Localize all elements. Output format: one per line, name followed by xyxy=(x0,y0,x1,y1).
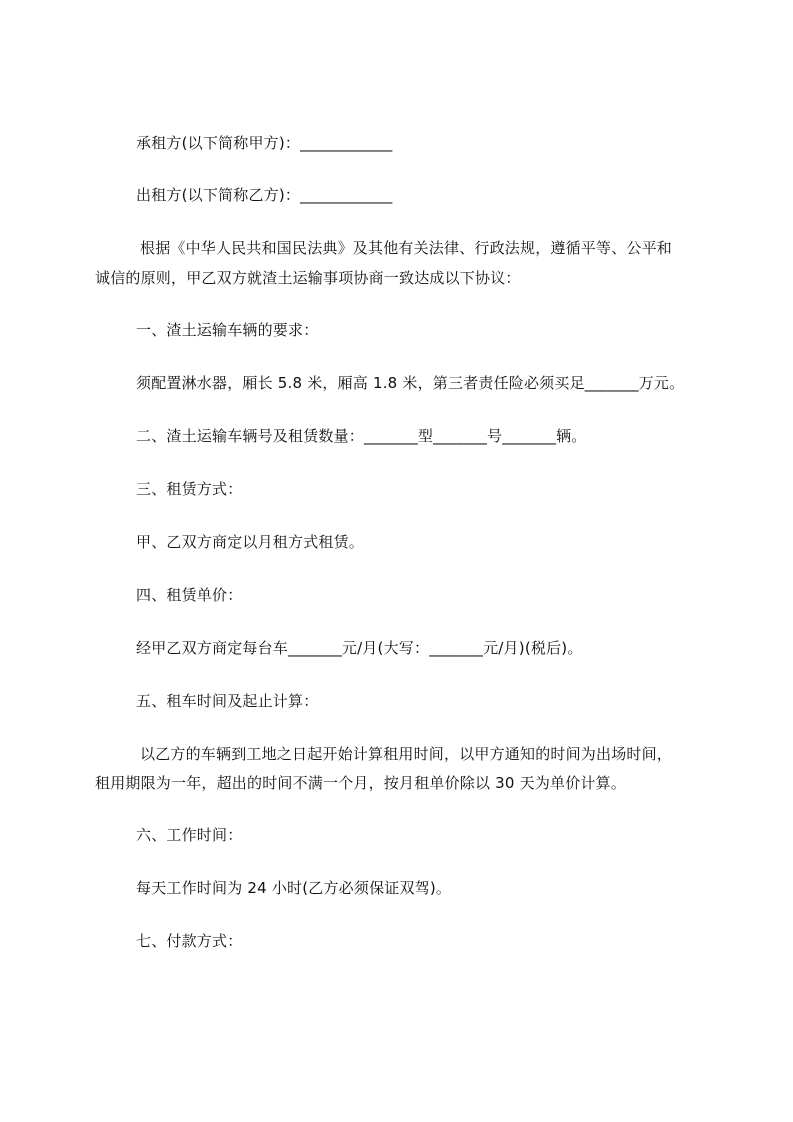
section-4-body: 经甲乙双方商定每台车_______元/月(大写：_______元/月)(税后)。 xyxy=(136,639,583,657)
section-1-body: 须配置淋水器，厢长 5.8 米，厢高 1.8 米，第三者责任险必须买足_______万元。 xyxy=(136,374,685,392)
preamble-line-1: 根据《中华人民共和国民法典》及其他有关法律、行政法规，遵循平等、公平和 xyxy=(140,239,673,257)
section-3-body: 甲、乙双方商定以月租方式租赁。 xyxy=(136,533,365,551)
section-7-heading: 七、付款方式： xyxy=(136,932,243,950)
section-2-heading: 二、渣土运输车辆号及租赁数量：_______型_______号_______辆。 xyxy=(136,427,587,445)
section-4-heading: 四、租赁单价： xyxy=(136,586,243,604)
lessee-party-line: 承租方(以下简称甲方)：____________ xyxy=(136,134,393,152)
section-6-body: 每天工作时间为 24 小时(乙方必须保证双驾)。 xyxy=(136,879,452,897)
section-1-heading: 一、渣土运输车辆的要求： xyxy=(136,321,319,339)
section-5-body-line-1: 以乙方的车辆到工地之日起开始计算租用时间，以甲方通知的时间为出场时间， xyxy=(140,745,673,763)
section-3-heading: 三、租赁方式： xyxy=(136,480,243,498)
section-5-heading: 五、租车时间及起止计算： xyxy=(136,692,319,710)
section-5-body-line-2: 租用期限为一年，超出的时间不满一个月，按月租单价除以 30 天为单价计算。 xyxy=(95,774,627,792)
section-6-heading: 六、工作时间： xyxy=(136,826,243,844)
preamble-line-2: 诚信的原则，甲乙双方就渣土运输事项协商一致达成以下协议： xyxy=(95,269,521,287)
lessor-party-line: 出租方(以下简称乙方)：____________ xyxy=(136,186,393,204)
